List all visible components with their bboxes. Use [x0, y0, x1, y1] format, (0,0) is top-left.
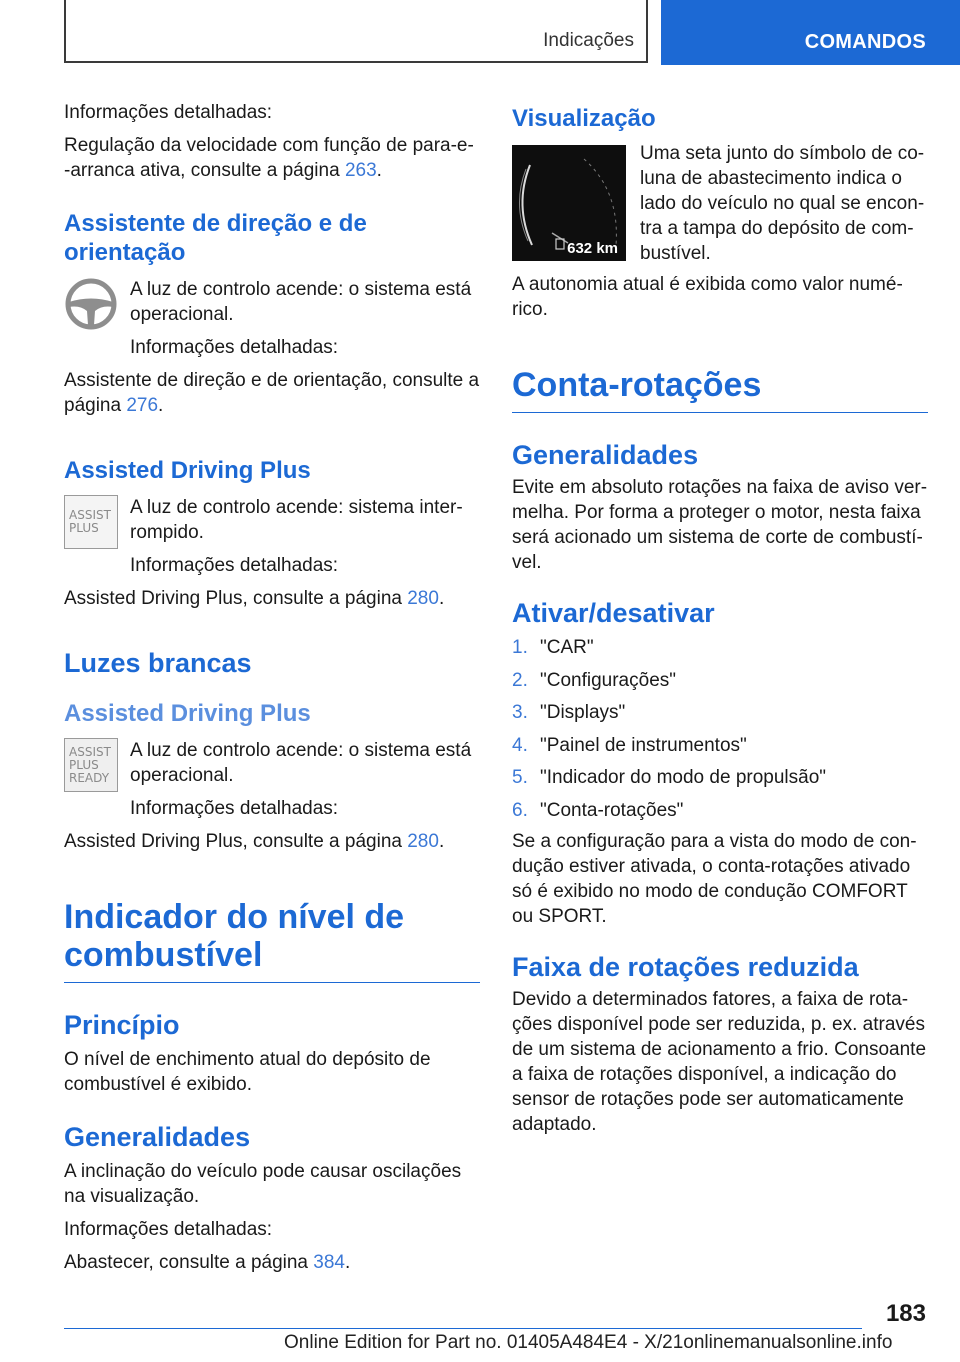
general-text: A inclinação do veículo pode causar oscilações na visualização. [64, 1161, 462, 1207]
adp-description: A luz de controlo acende: sistema inter-rompido. [130, 497, 463, 543]
page-link[interactable]: 276 [126, 395, 159, 416]
info-label: Informações detalhadas: [64, 102, 273, 123]
fuel-gauge-image [512, 145, 626, 261]
section-heading-white-lights: Luzes brancas [64, 648, 252, 678]
list-item: 4. "Painel de instrumentos" [512, 734, 747, 756]
steps-list [512, 635, 928, 823]
section-heading-principle: Princípio [64, 1010, 180, 1040]
chapter-heading-fuel: Indicador do nível de combustível [64, 898, 480, 983]
fuel-range-value: 632 km [567, 240, 618, 257]
general-info-label: Informações detalhadas: [64, 1219, 273, 1240]
assist-plus-ready-icon: ASSIST PLUS READY [64, 738, 118, 792]
section-heading-display: Visualização [512, 105, 656, 132]
section-heading-adp: Assisted Driving Plus [64, 457, 311, 484]
toggle-note: Se a configuração para a vista do modo de con-dução estiver ativada, o conta-rotações ativado só é exibido no modo de condução COMFORT ou SPORT. [512, 831, 917, 927]
header-section-title: Indicações [543, 30, 634, 51]
info-text: Regulação da velocidade com função de para-e- -arranca ativa, consulte a página 263. [64, 135, 474, 181]
list-item: 6. "Conta-rotações" [512, 799, 684, 821]
principle-text: O nível de enchimento atual do depósito de combustível é exibido. [64, 1049, 431, 1095]
display-figure-row [512, 145, 928, 266]
footer-edition: Online Edition for Part no. 01405A484E4 - X/21onlinemanualsonline.info [284, 1332, 893, 1353]
section-heading-tacho-general: Generalidades [512, 440, 699, 470]
tacho-general-text: Evite em absoluto rotações na faixa de aviso ver-melha. Por forma a proteger o motor, nesta faixa será acionado um sistema de corte de combustí-vel. [512, 477, 928, 573]
section-heading-toggle: Ativar/desativar [512, 598, 715, 628]
assist-plus-icon: ASSIST PLUS [64, 495, 118, 549]
page-number: 183 [885, 1300, 926, 1327]
footer-divider [64, 1328, 862, 1329]
adp-ready-description: A luz de controlo acende: o sistema está operacional. [130, 740, 472, 786]
page-link[interactable]: 384 [313, 1252, 345, 1273]
section-heading-general: Generalidades [64, 1122, 251, 1152]
section-heading-reduced-range: Faixa de rotações reduzida [512, 952, 859, 982]
range-text: A autonomia atual é exibida como valor numé-rico. [512, 274, 903, 320]
reduced-range-text: Devido a determinados fatores, a faixa de rota-ções disponível pode ser reduzida, p. ex. através de um sistema de acionamento a frio. Consoante a faixa de rotações disponível, a indicação do sensor de rotações pode ser automaticamente adaptado. [512, 989, 927, 1135]
steering-wheel-icon [64, 277, 118, 336]
chapter-heading-tachometer: Conta-rotações [512, 366, 928, 413]
adp-ready-figure-row [64, 738, 480, 821]
section-heading-adp-ready: Assisted Driving Plus [64, 700, 311, 727]
general-info-text: Abastecer, consulte a página 384. [64, 1252, 351, 1273]
adp-ready-info-text: Assisted Driving Plus, consulte a página 280. [64, 831, 445, 852]
page-link[interactable]: 280 [407, 831, 439, 852]
left-column [64, 100, 480, 1275]
steering-info-label: Informações detalhadas: [130, 337, 339, 358]
steering-figure-row [64, 277, 480, 360]
section-heading-steering: Assistente de direção e de orientação [64, 210, 367, 266]
header-chapter-title: COMANDOS [804, 31, 926, 53]
list-item: 5. "Indicador do modo de propulsão" [512, 767, 827, 788]
page-link[interactable]: 280 [407, 588, 439, 609]
list-item: 1. "CAR" [512, 637, 594, 658]
adp-info-label: Informações detalhadas: [130, 555, 339, 576]
header-chapter-tab [661, 0, 960, 65]
list-item: 2. "Configurações" [512, 669, 677, 691]
steering-description: A luz de controlo acende: o sistema está operacional. [130, 279, 472, 325]
adp-figure-row [64, 495, 480, 578]
right-column [512, 100, 928, 1137]
steering-info-text: Assistente de direção e de orientação, consulte a página 276. [64, 370, 480, 416]
list-item: 3. "Displays" [512, 702, 626, 723]
header-section-box [64, 0, 648, 63]
display-description: Uma seta junto do símbolo de co-luna de abastecimento indica o lado do veículo no qual se encon-tra a tampa do depósito de com-bustível. [640, 143, 925, 264]
adp-info-text: Assisted Driving Plus, consulte a página 280. [64, 588, 445, 609]
adp-ready-info-label: Informações detalhadas: [130, 798, 339, 819]
page-link[interactable]: 263 [344, 160, 377, 181]
